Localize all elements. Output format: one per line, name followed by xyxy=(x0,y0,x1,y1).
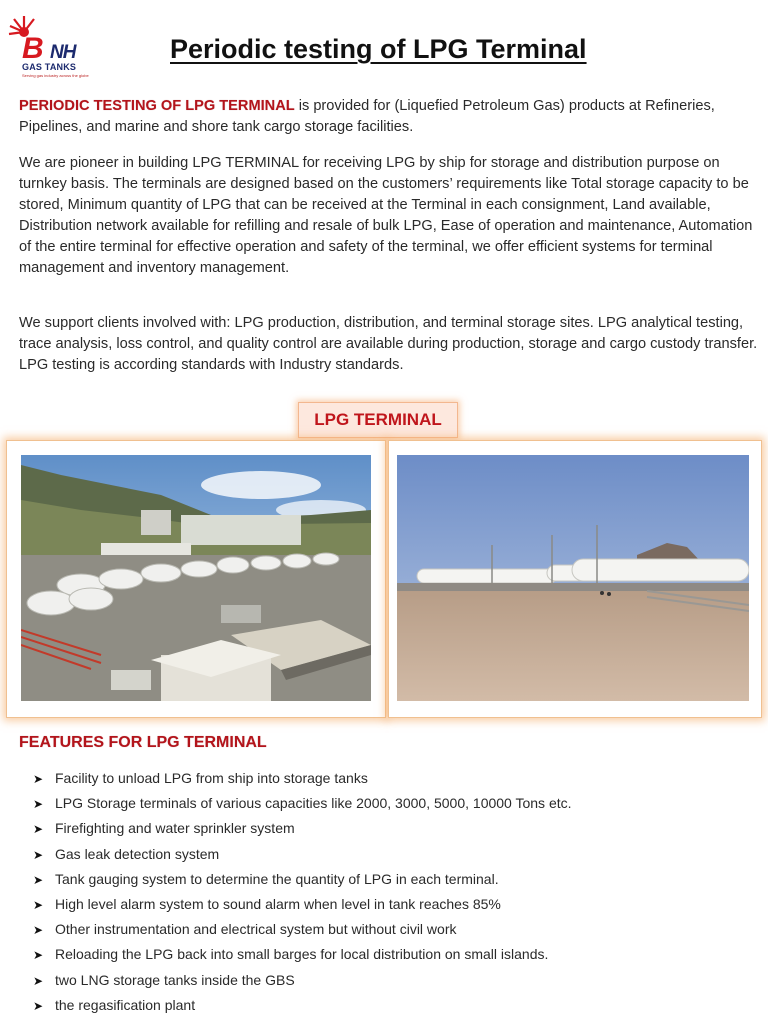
arrow-bullet-icon: ➤ xyxy=(33,923,44,938)
feature-item xyxy=(33,871,572,896)
feature-item xyxy=(33,997,572,1022)
feature-item-text: Other instrumentation and electrical system but without civil work xyxy=(55,921,457,938)
feature-item xyxy=(33,946,572,971)
feature-item xyxy=(33,846,572,871)
logo-brand-text: NH xyxy=(50,42,76,63)
description-paragraph: We are pioneer in building LPG TERMINAL for receiving LPG by ship for storage and distribution purpose on turnkey basis. The terminals are designed based on the customers’ requirements like Total storage capacity to be stored, Minimum quantity of LPG that can be received at the Terminal in each consignment, Land available, Distribution network available for refilling and resale of bulk LPG, Ease of operation and maintenance, Automation of the entire terminal for effective operation and safety of the terminal, we offer efficient systems for terminal management and inventory management. xyxy=(19,155,753,276)
feature-item-text: Firefighting and water sprinkler system xyxy=(55,820,295,837)
svg-text:B: B xyxy=(22,32,44,64)
feature-item-text: Tank gauging system to determine the quantity of LPG in each terminal. xyxy=(55,870,499,887)
features-list xyxy=(33,770,572,1022)
feature-item xyxy=(33,896,572,921)
feature-item-text: the regasification plant xyxy=(55,996,196,1013)
terminal-photo-bullet-tanks xyxy=(397,455,749,701)
features-heading: FEATURES FOR LPG TERMINAL xyxy=(19,734,267,751)
company-logo xyxy=(8,14,98,76)
intro-paragraph xyxy=(19,96,765,138)
feature-item xyxy=(33,795,572,820)
feature-item-text: Facility to unload LPG from ship into storage tanks xyxy=(55,770,368,786)
feature-item-text: High level alarm system to sound alarm when level in tank reaches 85% xyxy=(55,895,501,912)
arrow-bullet-icon: ➤ xyxy=(33,897,44,912)
terminal-photo-hillside xyxy=(21,455,371,701)
lpg-terminal-banner: LPG TERMINAL xyxy=(298,402,458,438)
support-paragraph: We support clients involved with: LPG production, distribution, and terminal storage sites. LPG analytical testing, trace analysis, loss control, and quality control are available during production, storage and cargo custody transfer. LPG testing is according standards with Industry standards. xyxy=(19,315,758,373)
feature-item xyxy=(33,820,572,845)
feature-item-text: Reloading the LPG back into small barges for local distribution on small islands. xyxy=(55,946,549,963)
arrow-bullet-icon: ➤ xyxy=(33,772,44,786)
arrow-bullet-icon: ➤ xyxy=(33,872,44,887)
arrow-bullet-icon: ➤ xyxy=(33,948,44,963)
arrow-bullet-icon: ➤ xyxy=(33,797,44,812)
photo-frame-left xyxy=(6,440,386,718)
arrow-bullet-icon: ➤ xyxy=(33,998,44,1013)
intro-highlight: PERIODIC TESTING OF LPG TERMINAL xyxy=(19,98,295,114)
feature-item-text: LPG Storage terminals of various capacities like 2000, 3000, 5000, 10000 Tons etc. xyxy=(55,795,572,812)
feature-item xyxy=(33,972,572,997)
arrow-bullet-icon: ➤ xyxy=(33,822,44,837)
feature-item xyxy=(33,921,572,946)
intro-text: is provided for (Liquefied Petroleum Gas) products at Refineries, Pipelines, and marine and shore tank cargo storage facilities. xyxy=(19,98,715,135)
feature-item xyxy=(33,770,572,795)
photo-frame-right xyxy=(388,440,762,718)
page-title: Periodic testing of LPG Terminal xyxy=(170,34,587,64)
logo-tagline: Serving gas industry across the globe xyxy=(22,73,89,78)
logo-subtitle: GAS TANKS xyxy=(22,62,77,72)
sunburst-b-logo-icon xyxy=(8,14,54,64)
feature-item-text: Gas leak detection system xyxy=(55,845,220,862)
arrow-bullet-icon: ➤ xyxy=(33,973,44,988)
feature-item-text: two LNG storage tanks inside the GBS xyxy=(55,971,295,988)
arrow-bullet-icon: ➤ xyxy=(33,847,44,862)
